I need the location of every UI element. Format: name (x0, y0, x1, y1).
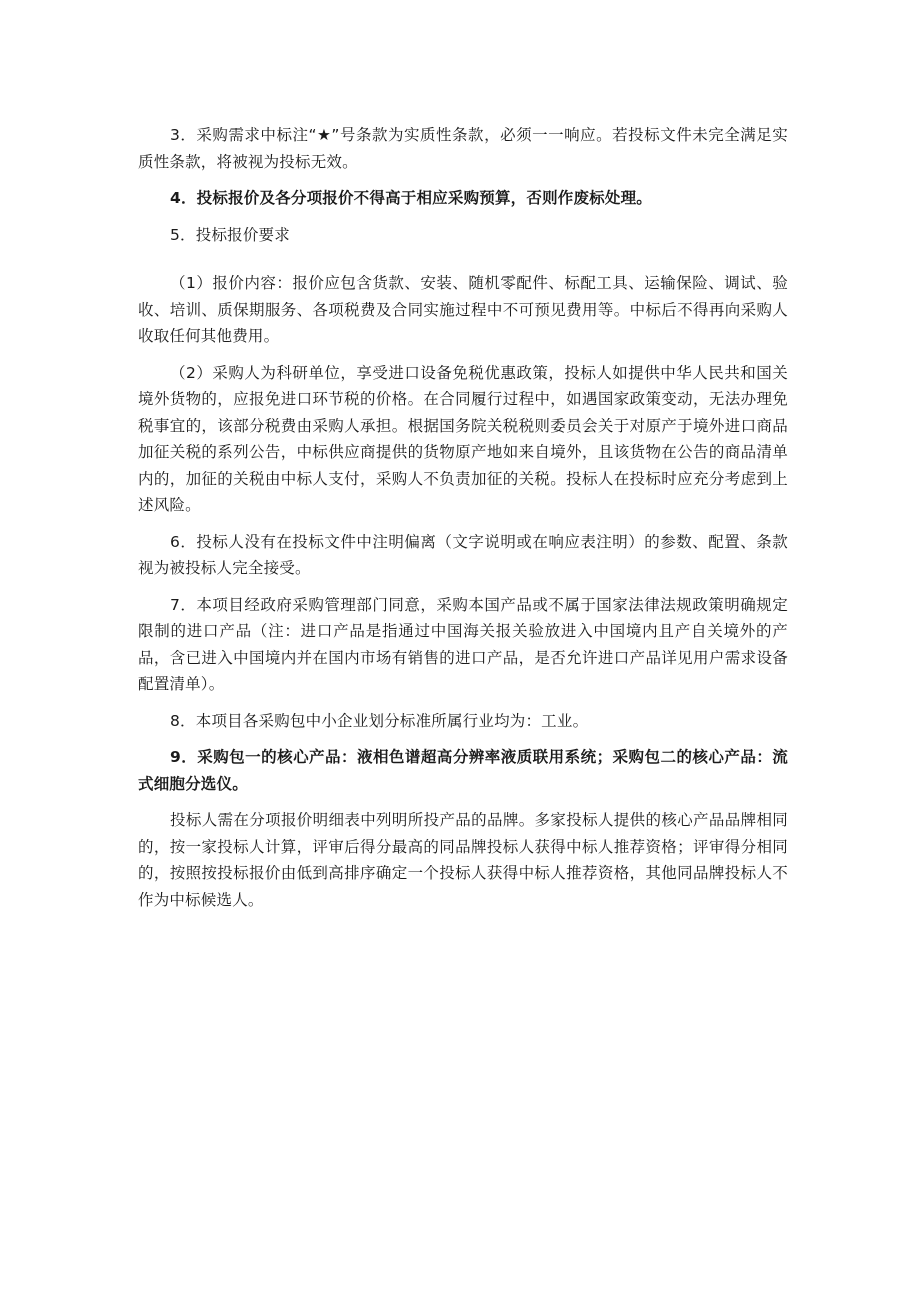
clause-7-imported-products: 7．本项目经政府采购管理部门同意，采购本国产品或不属于国家法律法规政策明确规定限制的进口产品（注：进口产品是指通过中国海关报关验放进入中国境内且产自关境外的产品，含已进入中国境内并在国内市场有销售的进口产品，是否允许进口产品详见用户需求设备配置清单）。 (138, 595, 788, 693)
clause-3-star-items: 3．采购需求中标注“★”号条款为实质性条款，必须一一响应。若投标文件未完全满足实质性条款，将被视为投标无效。 (138, 126, 788, 171)
clause-4-price-limit: 4．投标报价及各分项报价不得高于相应采购预算，否则作废标处理。 (170, 189, 652, 207)
clause-6-deviation: 6．投标人没有在投标文件中注明偏离（文字说明或在响应表注明）的参数、配置、条款视为被投标人完全接受。 (138, 532, 788, 577)
clause-5-heading: 5．投标报价要求 (170, 225, 290, 244)
clause-8-industry: 8．本项目各采购包中小企业划分标准所属行业均为：工业。 (170, 711, 589, 730)
clause-5-2-tax-exemption: （2）采购人为科研单位，享受进口设备免税优惠政策，投标人如提供中华人民共和国关境外货物的，应报免进口环节税的价格。在合同履行过程中，如遇国家政策变动，无法办理免税事宜的，该部分税费由采购人承担。根据国务院关税税则委员会关于对原产于境外进口商品加征关税的系列公告，中标供应商提供的货物原产地如来自境外，且该货物在公告的商品清单内的，加征的关税由中标人支付，采购人不负责加征的关税。投标人在投标时应充分考虑到上述风险。 (138, 363, 788, 514)
clause-brand-rule: 投标人需在分项报价明细表中列明所投产品的品牌。多家投标人提供的核心产品品牌相同的，按一家投标人计算，评审后得分最高的同品牌投标人获得中标人推荐资格；评审得分相同的，按照按投标报价由低到高排序确定一个投标人获得中标人推荐资格，其他同品牌投标人不作为中标候选人。 (138, 811, 788, 909)
clause-5-1-price-content: （1）报价内容：报价应包含货款、安装、随机零配件、标配工具、运输保险、调试、验收、培训、质保期服务、各项税费及合同实施过程中不可预见费用等。中标后不得再向采购人收取任何其他费用。 (138, 274, 788, 345)
clause-9-core-products: 9．采购包一的核心产品：液相色谱超高分辨率液质联用系统；采购包二的核心产品：流式细胞分选仪。 (138, 748, 788, 793)
document-body (138, 122, 788, 913)
